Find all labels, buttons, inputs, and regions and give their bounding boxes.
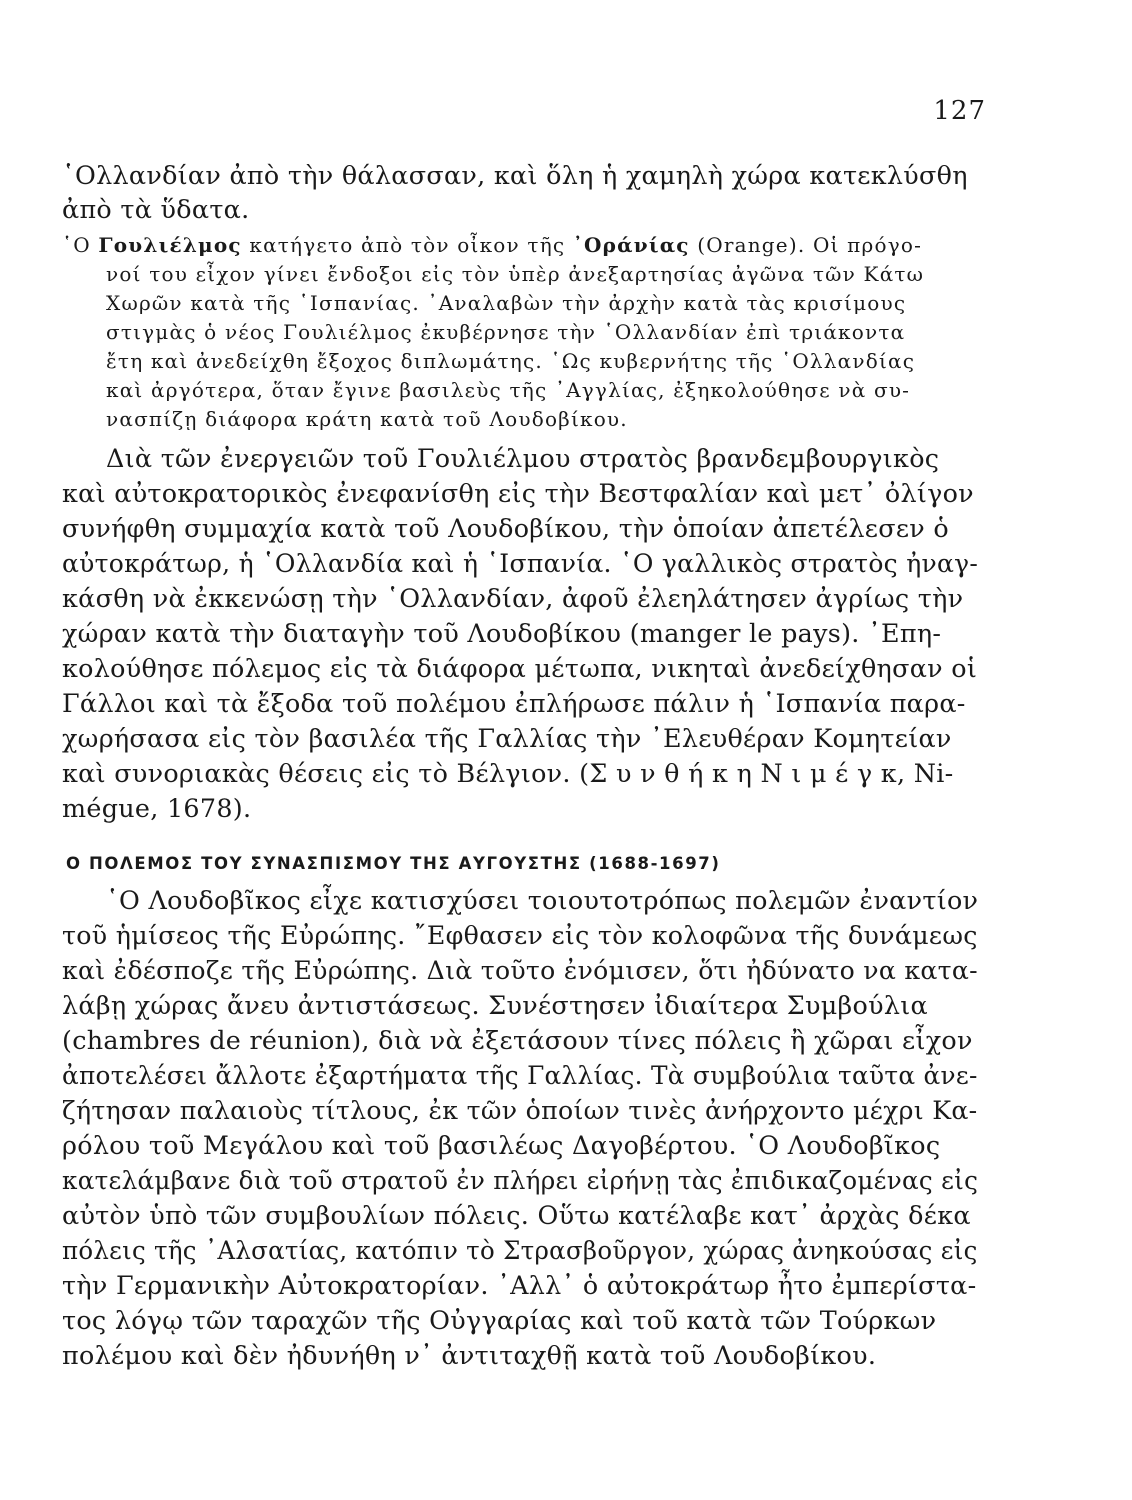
text-line: πολέμου καὶ δὲν ἠδυνήθη ν᾿ ἀντιταχθῇ κατὰ τοῦ Λουδοβίκου. [62, 1340, 877, 1370]
text-span: (Orange). Οἱ πρόγο- [689, 233, 923, 257]
text-span: κατήγετο ἀπὸ τὸν οἶκον τῆς [241, 233, 573, 257]
text-line: ῾Ολλανδίαν ἀπὸ τὴν θάλασσαν, καὶ ὅλη ἡ χαμηλὴ χώρα κατεκλύσθη [62, 160, 968, 190]
text-line: τὴν Γερμανικὴν Αὐτοκρατορίαν. ᾿Αλλ᾿ ὁ αὐτοκράτωρ ἦτο ἐμπερίστα- [62, 1270, 977, 1300]
text-line: χώραν κατὰ τὴν διαταγὴν τοῦ Λουδοβίκου (manger le pays). ᾿Επη- [62, 618, 942, 648]
bold-term: Γουλιέλμος [98, 233, 242, 257]
text-line: καὶ ἀργότερα, ὅταν ἔγινε βασιλεὺς τῆς ᾿Αγγλίας, ἐξηκολούθησε νὰ συ- [106, 378, 911, 402]
text-span: ῾Ο [62, 233, 99, 257]
text-line: ῾Ο Λουδοβῖκος εἶχε κατισχύσει τοιουτοτρόπως πολεμῶν ἐναντίον [106, 885, 979, 915]
section-heading: Ο ΠΟΛΕΜΟΣ ΤΟΥ ΣΥΝΑΣΠΙΣΜΟΥ ΤΗΣ ΑΥΓΟΥΣΤΗΣ (1688-1697) [66, 854, 721, 873]
text-line: αὐτὸν ὑπὸ τῶν συμβουλίων πόλεις. Οὕτω κατέλαβε κατ᾿ ἀρχὰς δέκα [62, 1200, 971, 1230]
text-line: Γάλλοι καὶ τὰ ἔξοδα τοῦ πολέμου ἐπλήρωσε πάλιν ἡ ῾Ισπανία παρα- [62, 688, 966, 718]
text-line: αὐτοκράτωρ, ἡ ῾Ολλανδία καὶ ἡ ῾Ισπανία. ῾Ο γαλλικὸς στρατὸς ἠναγ- [62, 548, 979, 578]
text-line: ζήτησαν παλαιοὺς τίτλους, ἐκ τῶν ὁποίων τινὲς ἀνήρχοντο μέχρι Κα- [62, 1095, 978, 1125]
text-line: Διὰ τῶν ἐνεργειῶν τοῦ Γουλιέλμου στρατὸς βρανδεμβουργικὸς [106, 443, 940, 473]
page-number: 127 [933, 96, 986, 126]
text-line: ἀποτελέσει ἄλλοτε ἐξαρτήματα τῆς Γαλλίας. Τὰ συμβούλια ταῦτα ἀνε- [62, 1060, 978, 1090]
text-line: mégue, 1678). [62, 793, 252, 823]
text-line: στιγμὰς ὁ νέος Γουλιέλμος ἐκυβέρνησε τὴν ῾Ολλανδίαν ἐπὶ τριάκοντα [106, 320, 906, 344]
text-line: καὶ αὐτοκρατορικὸς ἐνεφανίσθη εἰς τὴν Βεστφαλίαν καὶ μετ᾿ ὀλίγον [62, 478, 974, 508]
text-line: πόλεις τῆς ᾿Αλσατίας, κατόπιν τὸ Στρασβοῦργον, χώρας ἀνηκούσας εἰς [62, 1235, 978, 1265]
text-line: Χωρῶν κατὰ τῆς ῾Ισπανίας. ᾿Αναλαβὼν τὴν ἀρχὴν κατὰ τὰς κρισίμους [106, 291, 907, 315]
text-line: λάβῃ χώρας ἄνευ ἀντιστάσεως. Συνέστησεν ἰδιαίτερα Συμβούλια [62, 990, 928, 1020]
text-line: συνήφθη συμμαχία κατὰ τοῦ Λουδοβίκου, τὴν ὁποίαν ἀπετέλεσεν ὁ [62, 513, 949, 543]
text-line: νασπίζῃ διάφορα κράτη κατὰ τοῦ Λουδοβίκου. [106, 407, 628, 431]
text-line: ἀπὸ τὰ ὕδατα. [62, 194, 250, 224]
bold-term: ᾿Οράνίας [572, 233, 690, 257]
text-line: τοῦ ἡμίσεος τῆς Εὐρώπης. ῎Εφθασεν εἰς τὸν κολοφῶνα τῆς δυνάμεως [62, 920, 978, 950]
text-line: κατελάμβανε διὰ τοῦ στρατοῦ ἐν πλήρει εἰρήνῃ τὰς ἐπιδικαζομένας εἰς [62, 1165, 979, 1195]
text-line: ρόλου τοῦ Μεγάλου καὶ τοῦ βασιλέως Δαγοβέρτου. ῾Ο Λουδοβῖκος [62, 1130, 941, 1160]
text-line: κολούθησε πόλεμος εἰς τὰ διάφορα μέτωπα, νικηταὶ ἀνεδείχθησαν οἱ [62, 653, 978, 683]
text-line: καὶ ἐδέσποζε τῆς Εὐρώπης. Διὰ τοῦτο ἐνόμισεν, ὅτι ἠδύνατο να κατα- [62, 955, 978, 985]
text-line: καὶ συνοριακὰς θέσεις εἰς τὸ Βέλγιον. (Σ υ ν θ ή κ η Ν ι μ έ γ κ, Ni- [62, 758, 954, 788]
text-line: κάσθη νὰ ἐκκενώσῃ τὴν ῾Ολλανδίαν, ἀφοῦ ἐλεηλάτησεν ἀγρίως τὴν [62, 583, 964, 613]
text-line: ἔτη καὶ ἀνεδείχθη ἔξοχος διπλωμάτης. ῾Ως κυβερνήτης τῆς ῾Ολλανδίας [106, 349, 916, 373]
text-line: νοί του εἶχον γίνει ἔνδοξοι εἰς τὸν ὑπὲρ ἀνεξαρτησίας ἀγῶνα τῶν Κάτω [106, 262, 925, 286]
text-line: (chambres de réunion), διὰ νὰ ἐξετάσουν τίνες πόλεις ἢ χῶραι εἶχον [62, 1025, 973, 1055]
text-line [62, 235, 922, 255]
text-line: χωρήσασα εἰς τὸν βασιλέα τῆς Γαλλίας τὴν ᾿Ελευθέραν Κομητείαν [62, 723, 952, 753]
text-line: τος λόγῳ τῶν ταραχῶν τῆς Οὐγγαρίας καὶ τοῦ κατὰ τῶν Τούρκων [62, 1305, 937, 1335]
